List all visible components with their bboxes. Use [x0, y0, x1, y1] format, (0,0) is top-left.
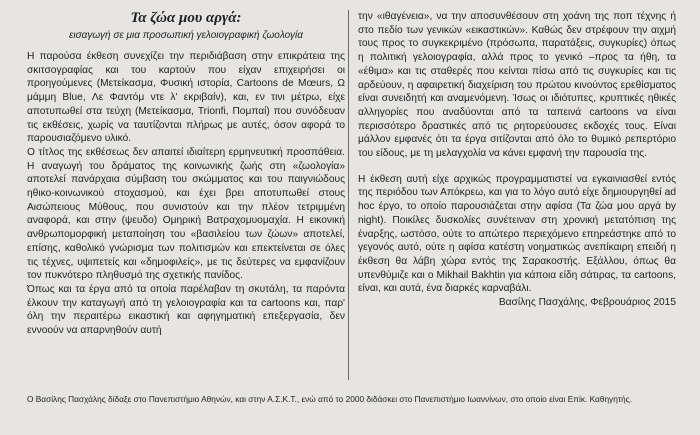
right-column [358, 10, 676, 310]
paragraph-gap [358, 161, 676, 173]
left-column [27, 10, 345, 338]
author-bio-footer: Ο Βασίλης Πασχάλης δίδαξε στο Πανεπιστήμιο Αθηνών, και στην Α.Σ.Κ.Τ., ενώ από το 2000 διδάσκει στο Πανεπιστήμιο Ιωαννίνων, στο οποίο είναι Επίκ. Καθηγητής. [27, 394, 633, 404]
essay-title: Τα ζώα μου αργά: [130, 10, 242, 26]
left-paragraph-1: Η παρούσα έκθεση συνεχίζει την περιδιάβαση στην επικράτεια της σκιτσογραφίας και του καρτούν που είχαν επιχειρήσει οι προηγούμενες (Μετείκασμα, Φυσική ιστορία, Cartoons de Mœurs, Ω μάμμη Blue, Λε Φαντόμ ντε λ' εκριβαίν), και, εν τινι μέτρω, είχε αποτυπωθεί στα τεύχη (Μετείκασμα, Trionfi, Πομπαί) που συνόδευαν τις εκθέσεις, χωρίς να ταυτίζονται πλήρως με αυτές, όσον αφορά το παρουσιαζόμενο υλικό. [27, 51, 345, 145]
left-paragraph-2: Ο τίτλος της εκθέσεως δεν απαιτεί ιδιαίτερη ερμηνευτική προσπάθεια. Η αναγωγή του δράματος της κοινωνικής ζωής στη «ζωολογία» αποτελεί πανάρχαια σύμβαση του σκώμματος και του παιγνιώδους ηθικο-κοινωνικού στοχασμού, και έχει βρει αποτυπωθεί στους Αισώπειους Μύθους, που συνιστούν και την πλέον τετριμμένη αναφορά, και στην (ψευδο) Ομηρική Βατραχομυομαχία. Η εικονική ανθρωπομορφική μεταποίηση του «βασιλείου των ζώων» αποτελεί, επίσης, καθολικό γνώρισμα των πολιτισμών και επεκτείνεται σε όλες τις τέχνες, υψιπετείς και «δημοφιλείς», με τις δεύτερες να εμφανίζουν τον πυκνότερο πληθυσμό της σχετικής πανίδος. [27, 146, 345, 282]
essay-subtitle: εισαγωγή σε μια προσωπική γελοιογραφική ζωολογία [69, 30, 303, 41]
right-paragraph-1: την «ιθαγένεια», να την αποσυνθέσουν στη χοάνη της ποπ τέχνης ή στο πεδίο των γενικών «εικαστικών». Καθώς δεν στρέφουν την αιχμή τους προς το συγκεκριμένο (πρόσωπα, παρατάξεις, συγκυρίες) όπως η πολιτική γελοιογραφία, αλλά προς το γενικό –προς τα ήθη, τα «έθιμα» και τις σταθερές που κείνται πίσω από τις συγκυρίες και τις αρδεύουν, η αφαιρετική διαχείριση του πρώτου κινούντος ερεθίσματος είναι συνειδητή και αναμενόμενη. Ίσως οι ιδιότυπες, κρυπτικές ηθικές αλληγορίες που αναδύονται από τα ταπεινά cartoons να είναι περισσότερο δραστικές από τις ρητορεύουσες εκδοχές τους. Είναι μάλλον εμφανές ότι τα έργα σιτίζονται από όλο το θυμικό ρεπερτόριο του είδους, με τη μελαγχολία να κάνει εμφανή την παρουσία της. [358, 11, 676, 160]
author-signature: Βασίλης Πασχάλης, Φεβρουάριος 2015 [498, 297, 676, 309]
right-paragraph-2: Η έκθεση αυτή είχε αρχικώς προγραμματιστεί να εγκαινιασθεί εντός της περιόδου των Απόκρεω, και για το λόγο αυτό είχε δημιουργηθεί ad hoc έργο, το οποίο παρουσιάζεται στην αφίσα (Τα ζώα μου αργά by night). Ποικίλες δυσκολίες συνέτειναν στη χρονική μετατόπιση της έναρξης, ωστόσο, ούτε το απώτερο περιεχόμενο επηρεάστηκε από το γεγονός αυτό, ούτε η αφίσα κατέστη νοηματικώς ανεπίκαιρη επειδή η έκθεση θα λάβη χώρα εντός της Σαρακοστής. Εξάλλου, όπως θα υπενθύμιζε και ο Mikhail Bakhtin για κάποια είδη σάτιρας, τα cartoons, είναι, και αυτά, ένα διαρκές καρναβάλι. [358, 173, 676, 295]
left-paragraph-3: Όπως και τα έργα από τα οποία παρέλαβαν τη σκυτάλη, τα παρόντα έλκουν την καταγωγή από τη γελοιογραφία και τα cartoons και, παρ' όλη την περαιτέρω εικαστική και αφηγηματική επεξεργασία, δεν εννοούν να απαρνηθούν αυτή [27, 283, 345, 337]
column-divider [348, 10, 349, 380]
